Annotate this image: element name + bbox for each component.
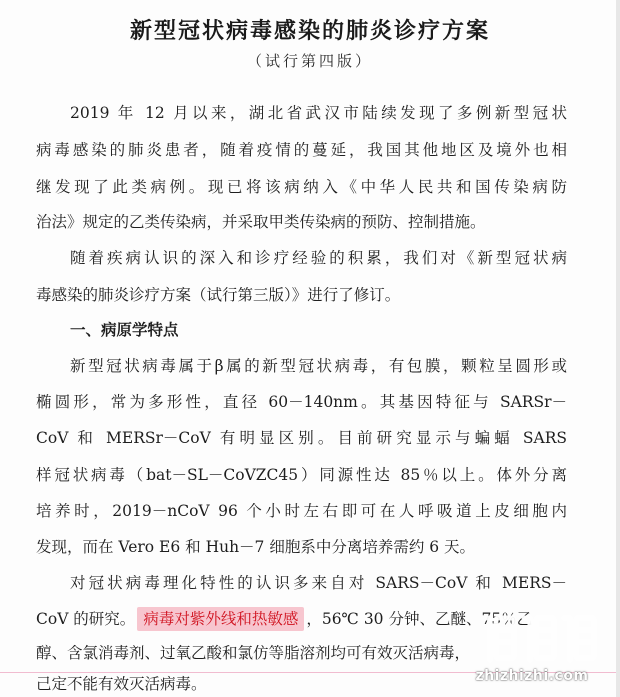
paragraph-4-line-2: [36, 607, 532, 631]
paragraph-1-line-2: 病毒感染的肺炎患者，随着疫情的蔓延，我国其他地区及境外也相: [36, 141, 567, 159]
highlighted-phrase: 病毒对紫外线和热敏感: [137, 607, 304, 631]
bottom-pink-rule: [0, 672, 620, 673]
right-page-edge: [616, 0, 620, 697]
section-heading-pathogen: 一、病原学特点: [70, 321, 179, 339]
paragraph-3-line-6: 发现，而在 Vero E6 和 Huh－7 细胞系中分离培养需约 6 天。: [36, 538, 476, 556]
paragraph-2-line-1: 随着疾病认识的深入和诊疗经验的积累，我们对《新型冠状病: [70, 249, 567, 267]
paragraph-4-line-4: 己定不能有效灭活病毒。: [36, 675, 207, 693]
paragraph-1-line-4: 治法》规定的乙类传染病，并采取甲类传染病的预防、控制措施。: [36, 213, 486, 231]
paragraph-3-line-4: 样冠状病毒（bat－SL－CoVZC45）同源性达 85％以上。体外分离: [36, 466, 567, 484]
paragraph-2-line-2: 毒感染的肺炎诊疗方案（试行第三版）》进行了修订。: [36, 286, 401, 304]
paragraph-4-line-1: 对冠状病毒理化特性的认识多来自对 SARS－CoV 和 MERS－: [70, 574, 567, 592]
paragraph-4-line-2-before: CoV 的研究。: [36, 610, 136, 628]
paragraph-4-line-2-after: ，56℃ 30 分钟、乙醚、75％乙: [306, 610, 533, 628]
paragraph-3-line-2: 椭圆形，常为多形性，直径 60－140nm。其基因特征与 SARSr－: [36, 393, 567, 411]
paragraph-3-line-1: 新型冠状病毒属于β属的新型冠状病毒，有包膜，颗粒呈圆形或: [70, 357, 567, 375]
paragraph-3-line-5: 培养时，2019－nCoV 96 个小时左右即可在人呼吸道上皮细胞内: [36, 502, 567, 520]
paragraph-1-line-1: 2019 年 12 月以来，湖北省武汉市陆续发现了多例新型冠状: [70, 104, 567, 122]
watermark-url: zhizhizhi.com: [475, 668, 589, 684]
paragraph-1-line-3: 继发现了此类病例。现已将该病纳入《中华人民共和国传染病防: [36, 178, 567, 196]
paragraph-4-line-3: 醇、含氯消毒剂、过氧乙酸和氯仿等脂溶剂均可有效灭活病毒，: [36, 644, 471, 662]
paragraph-3-line-3: CoV 和 MERSr－CoV 有明显区别。目前研究显示与蝙蝠 SARS: [36, 429, 567, 447]
document-subtitle: （试行第四版）: [246, 52, 373, 70]
document-title: 新型冠状病毒感染的肺炎诊疗方案: [129, 19, 490, 44]
